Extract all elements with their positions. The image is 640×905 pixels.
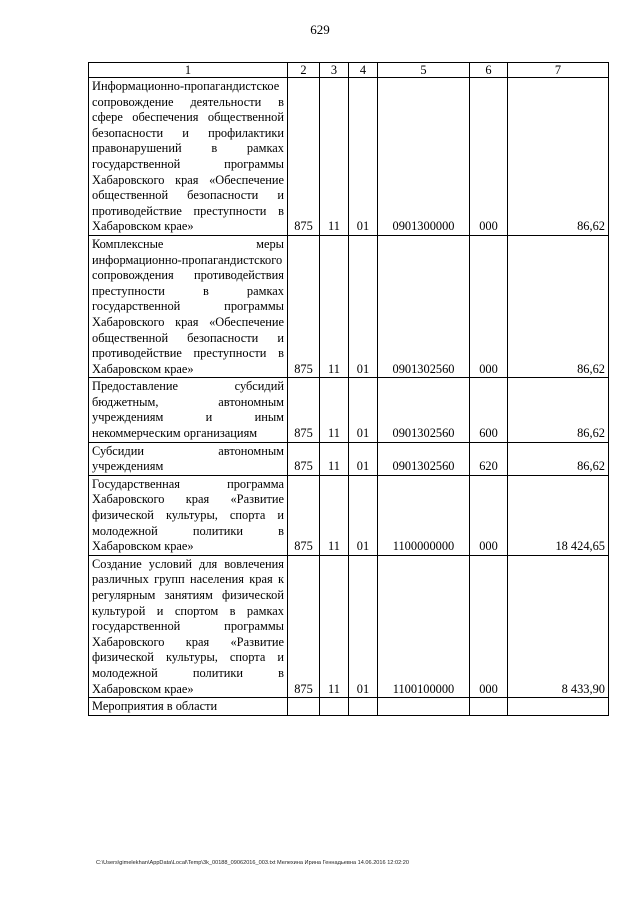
budget-table bbox=[88, 62, 609, 716]
table-row bbox=[89, 235, 609, 377]
row-name: Субсидии автономным учреждениям bbox=[89, 442, 288, 475]
cell-code-3: 11 bbox=[320, 555, 349, 697]
cell-code-3: 11 bbox=[320, 235, 349, 377]
cell-amount: 8 433,90 bbox=[508, 555, 609, 697]
cell-code-2: 875 bbox=[288, 235, 320, 377]
cell-amount: 86,62 bbox=[508, 378, 609, 442]
cell-code-5 bbox=[378, 698, 470, 716]
row-name: Создание условий для вовлечения различных групп населения края к регулярным занятиям физической культурой и спортом в рамках государственной программы Хабаровского края «Развитие физической культуры, спорта и молодежной политики в Хабаровском крае» bbox=[89, 555, 288, 697]
row-name: Комплексные меры информационно-пропагандистского сопровождения противодействия преступности в рамках государственной программы Хабаровского края «Обеспечение общественной безопасности и противодействие преступности в Хабаровском крае» bbox=[89, 235, 288, 377]
cell-code-3 bbox=[320, 698, 349, 716]
cell-code-5: 0901302560 bbox=[378, 442, 470, 475]
cell-code-4: 01 bbox=[349, 235, 378, 377]
cell-code-5: 0901300000 bbox=[378, 78, 470, 236]
table-row bbox=[89, 378, 609, 442]
cell-code-5: 0901302560 bbox=[378, 235, 470, 377]
cell-code-2: 875 bbox=[288, 475, 320, 555]
table-row bbox=[89, 442, 609, 475]
header-row bbox=[89, 63, 609, 78]
cell-code-4: 01 bbox=[349, 378, 378, 442]
column-header-7: 7 bbox=[508, 63, 609, 78]
row-name: Предоставление субсидий бюджетным, автономным учреждениям и иным некоммерческим организациям bbox=[89, 378, 288, 442]
table-row bbox=[89, 78, 609, 236]
table-row bbox=[89, 698, 609, 716]
cell-code-5: 1100000000 bbox=[378, 475, 470, 555]
cell-code-6: 000 bbox=[470, 235, 508, 377]
cell-amount bbox=[508, 698, 609, 716]
cell-code-4 bbox=[349, 698, 378, 716]
cell-code-6: 620 bbox=[470, 442, 508, 475]
column-header-5: 5 bbox=[378, 63, 470, 78]
cell-code-3: 11 bbox=[320, 78, 349, 236]
cell-code-6: 000 bbox=[470, 475, 508, 555]
row-name: Информационно-пропагандистское сопровождение деятельности в сфере обеспечения общественной безопасности и профилактики правонарушений в рамках государственной программы Хабаровского края «Обеспечение общественной безопасности и противодействие преступности в Хабаровском крае» bbox=[89, 78, 288, 236]
cell-code-4: 01 bbox=[349, 78, 378, 236]
column-header-3: 3 bbox=[320, 63, 349, 78]
cell-amount: 86,62 bbox=[508, 442, 609, 475]
cell-code-6 bbox=[470, 698, 508, 716]
table-row bbox=[89, 475, 609, 555]
cell-code-6: 000 bbox=[470, 555, 508, 697]
cell-code-3: 11 bbox=[320, 378, 349, 442]
file-path-footer: C:\Users\gimelekhan\AppData\Local\Temp\3k_00188_09062016_003.txt Мелехина Ирина Геннадьевна 14.06.2016 12:02:20 bbox=[96, 860, 409, 866]
cell-code-6: 000 bbox=[470, 78, 508, 236]
column-header-6: 6 bbox=[470, 63, 508, 78]
row-name: Государственная программа Хабаровского края «Развитие физической культуры, спорта и молодежной политики в Хабаровском крае» bbox=[89, 475, 288, 555]
cell-code-4: 01 bbox=[349, 555, 378, 697]
cell-amount: 18 424,65 bbox=[508, 475, 609, 555]
cell-code-2 bbox=[288, 698, 320, 716]
cell-code-2: 875 bbox=[288, 442, 320, 475]
column-header-1: 1 bbox=[89, 63, 288, 78]
page-number: 629 bbox=[310, 22, 330, 37]
cell-code-5: 0901302560 bbox=[378, 378, 470, 442]
column-header-2: 2 bbox=[288, 63, 320, 78]
cell-code-4: 01 bbox=[349, 442, 378, 475]
cell-amount: 86,62 bbox=[508, 78, 609, 236]
cell-code-3: 11 bbox=[320, 442, 349, 475]
table-row bbox=[89, 555, 609, 697]
cell-amount: 86,62 bbox=[508, 235, 609, 377]
cell-code-4: 01 bbox=[349, 475, 378, 555]
cell-code-3: 11 bbox=[320, 475, 349, 555]
cell-code-2: 875 bbox=[288, 78, 320, 236]
cell-code-6: 600 bbox=[470, 378, 508, 442]
cell-code-5: 1100100000 bbox=[378, 555, 470, 697]
row-name: Мероприятия в области bbox=[89, 698, 288, 716]
cell-code-2: 875 bbox=[288, 378, 320, 442]
column-header-4: 4 bbox=[349, 63, 378, 78]
cell-code-2: 875 bbox=[288, 555, 320, 697]
